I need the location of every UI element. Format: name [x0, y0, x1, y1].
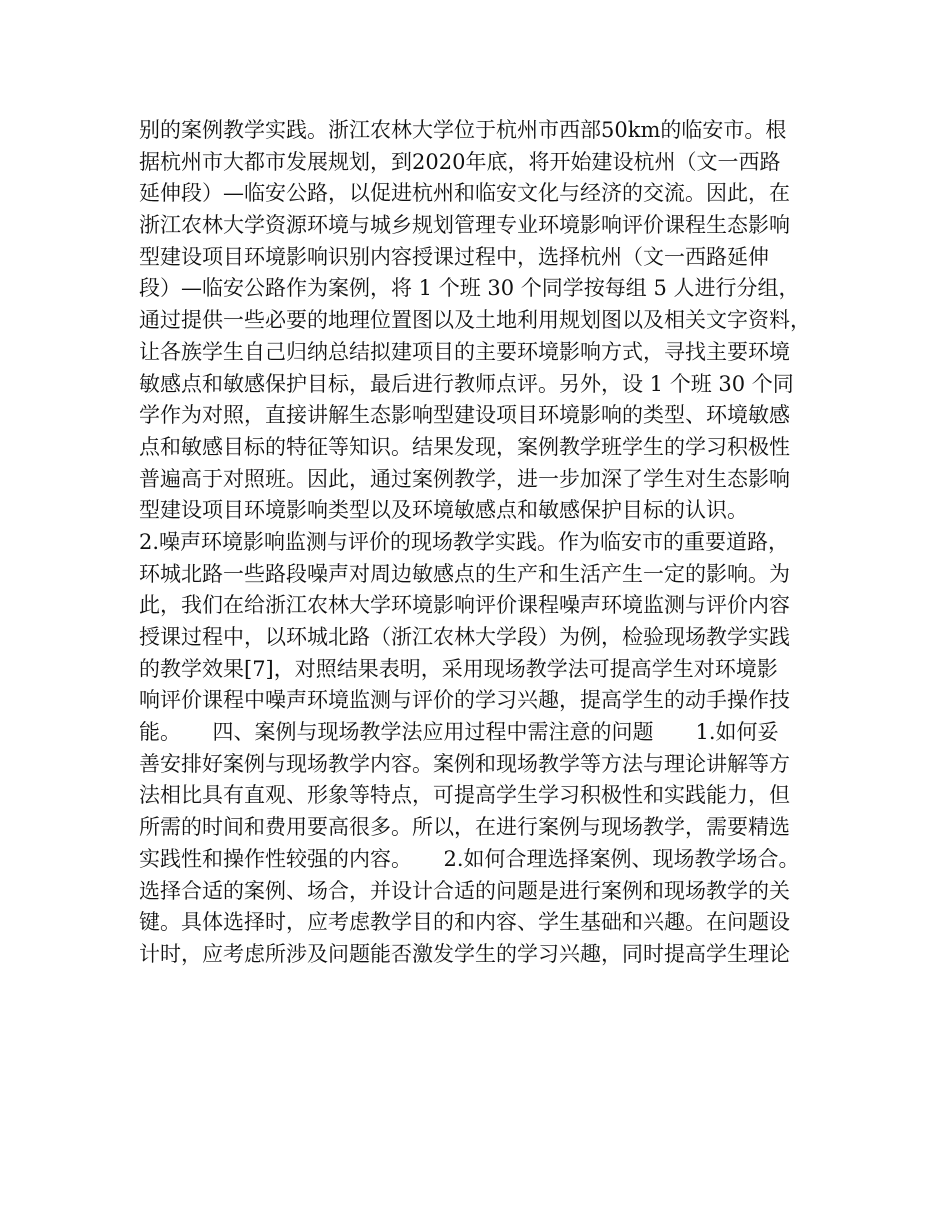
- body-text: [139, 115, 839, 971]
- text-line: 段）—临安公路作为案例，将 1 个班 30 个同学按每组 5 人进行分组，: [139, 276, 800, 301]
- text-line: 此，我们在给浙江农林大学环境影响评价课程噪声环境监测与评价内容: [139, 593, 790, 618]
- text-line: 选择合适的案例、场合，并设计合适的问题是进行案例和现场教学的关: [139, 878, 790, 903]
- text-line: 敏感点和敏感保护目标，最后进行教师点评。另外，设 1 个班 30 个同: [139, 371, 794, 396]
- text-line: 善安排好案例与现场教学内容。案例和现场教学等方法与理论讲解等方: [139, 751, 790, 776]
- text-line: 据杭州市大都市发展规划，到2020年底，将开始建设杭州（文一西路: [139, 149, 781, 174]
- text-line: 延伸段）—临安公路，以促进杭州和临安文化与经济的交流。因此，在: [139, 181, 790, 206]
- text-line: 计时，应考虑所涉及问题能否激发学生的学习兴趣，同时提高学生理论: [139, 941, 790, 966]
- text-line: 让各族学生自己归纳总结拟建项目的主要环境影响方式，寻找主要环境: [139, 339, 790, 364]
- text-line: 响评价课程中噪声环境监测与评价的学习兴趣，提高学生的动手操作技: [139, 688, 790, 713]
- text-line: 法相比具有直观、形象等特点，可提高学生学习积极性和实践能力，但: [139, 783, 790, 808]
- text-line: 浙江农林大学资源环境与城乡规划管理专业环境影响评价课程生态影响: [139, 213, 790, 238]
- text-line: 环城北路一些路段噪声对周边敏感点的生产和生活产生一定的影响。为: [139, 561, 790, 586]
- text-line: 别的案例教学实践。浙江农林大学位于杭州市西部50km的临安市。根: [139, 118, 787, 142]
- text-line: 学作为对照，直接讲解生态影响型建设项目环境影响的类型、环境敏感: [139, 403, 790, 428]
- text-line: 型建设项目环境影响识别内容授课过程中，选择杭州（文一西路延伸: [139, 244, 769, 269]
- text-line: 2.噪声环境影响监测与评价的现场教学实践。作为临安市的重要道路，: [139, 529, 790, 554]
- text-line: 能。 四、案例与现场教学法应用过程中需注意的问题 1.如何妥: [139, 720, 779, 745]
- text-line: 通过提供一些必要的地理位置图以及土地利用规划图以及相关文字资料，: [139, 308, 811, 333]
- text-line: 的教学效果[7]，对照结果表明，采用现场教学法可提高学生对环境影: [139, 656, 778, 681]
- text-line: 授课过程中，以环城北路（浙江农林大学段）为例，检验现场教学实践: [139, 625, 790, 649]
- text-line: 型建设项目环境影响类型以及环境敏感点和敏感保护目标的认识。: [139, 498, 748, 523]
- text-line: 普遍高于对照班。因此，通过案例教学，进一步加深了学生对生态影响: [139, 466, 790, 491]
- text-line: 点和敏感目标的特征等知识。结果发现，案例教学班学生的学习积极性: [139, 434, 790, 459]
- text-line: 实践性和操作性较强的内容。 2.如何合理选择案例、现场教学场合。: [139, 846, 800, 871]
- text-line: 键。具体选择时，应考虑教学目的和内容、学生基础和兴趣。在问题设: [139, 910, 790, 935]
- text-line: 所需的时间和费用要高很多。所以，在进行案例与现场教学，需要精选: [139, 815, 790, 840]
